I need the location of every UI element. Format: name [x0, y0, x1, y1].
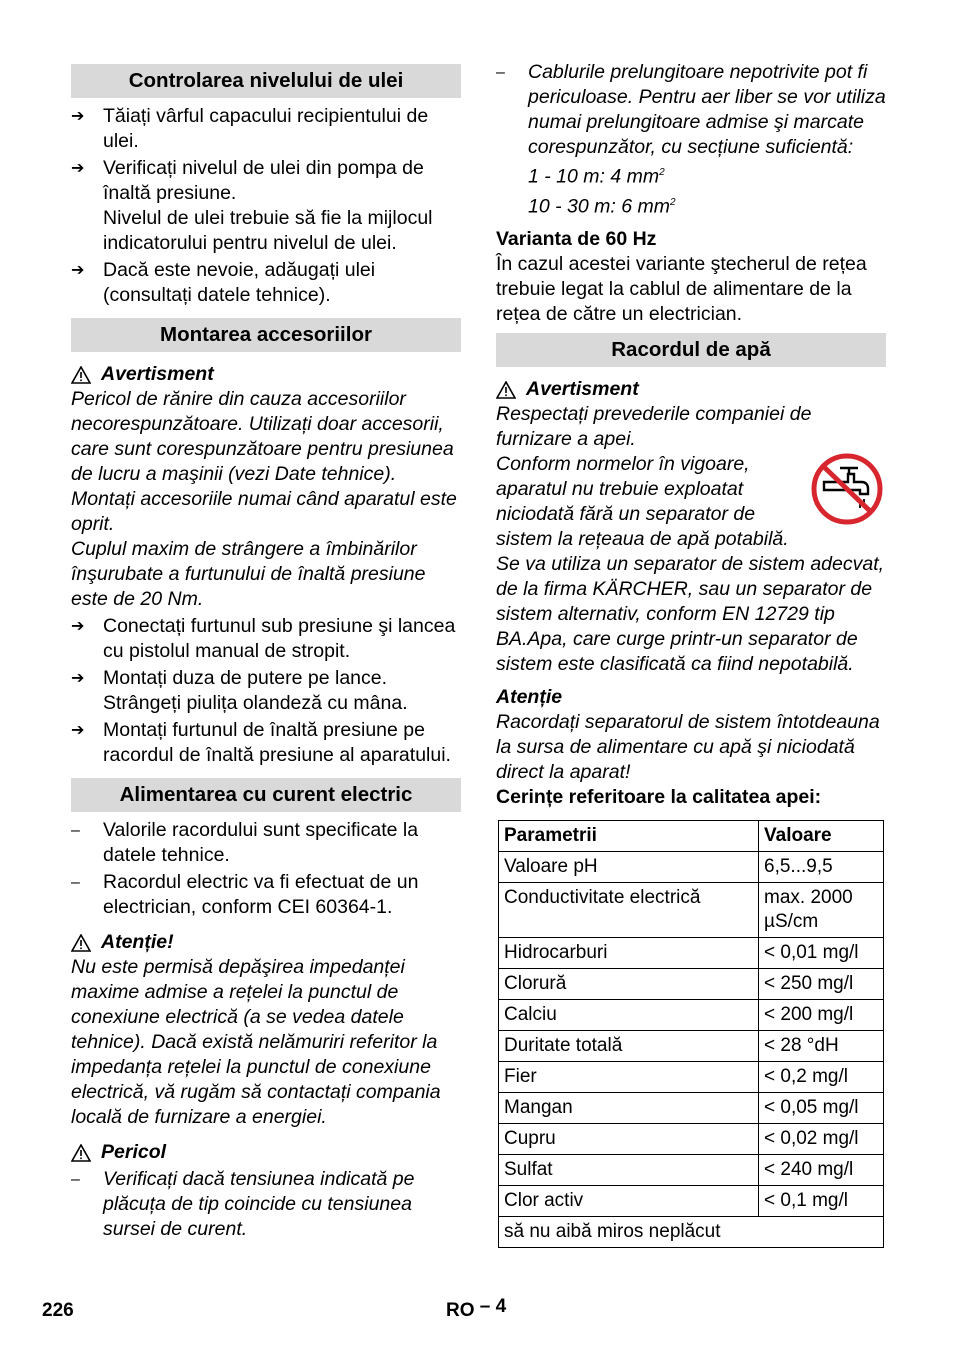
arrow-icon: ➔ [71, 108, 85, 125]
list-item: ➔ Verificați nivelul de ulei din pompa de înaltă presiune. [71, 157, 424, 204]
warning-icon [71, 934, 91, 952]
requirements-title: Cerințe referitoare la calitatea apei: [496, 786, 822, 808]
warning-text: Respectați prevederile companiei de furnizare a apei. [496, 403, 812, 450]
table-row: Sulfat < 240 mg/l [499, 1155, 884, 1186]
table-row: Clor activ < 0,1 mg/l [499, 1186, 884, 1217]
table-row: Cupru < 0,02 mg/l [499, 1124, 884, 1155]
table-row: Conductivitate electrică max. 2000 µS/cm [499, 883, 884, 938]
warning-text: Montați accesoriile numai când aparatul este oprit. [71, 488, 457, 535]
list-item: ➔ Conectați furtunul sub presiune şi lancea cu pistolul manual de stropit. [71, 615, 456, 662]
attention-heading: Atenție [496, 686, 563, 708]
table-row: Duritate totală < 28 °dH [499, 1031, 884, 1062]
warning-heading: Avertisment [496, 377, 886, 402]
table-row: Fier < 0,2 mg/l [499, 1062, 884, 1093]
list-item: ➔ Montați furtunul de înaltă presiune pe racordul de înaltă presiune al aparatului. [71, 719, 451, 766]
left-column [71, 60, 461, 1242]
table-header-row: Parametrii Valoare [499, 821, 884, 852]
no-drinking-water-icon [810, 452, 884, 526]
page-language-marker: RO – 4 [446, 1296, 507, 1321]
right-column [496, 60, 886, 1248]
warning-text: Pericol de rănire din cauza accesoriilor necorespunzătoare. Utilizați doar accesorii, care sunt corespunzătoare pentru presiunea de lucru a maşinii (vezi Date tehnice). [71, 388, 454, 485]
list-item: ➔ Montați duza de putere pe lance. Strângeți piulița olandeză cu mâna. [71, 667, 408, 714]
list-item: – Racordul electric va fi efectuat de un electrician, conform CEI 60364-1. [71, 871, 419, 918]
section-title-accessories: Montarea accesoriilor [71, 318, 461, 352]
list-item: – Verificați dacă tensiunea indicată pe plăcuța de tip coincide cu tensiunea sursei de curent. [71, 1168, 415, 1240]
list-item: – Valorile racordului sunt specificate la datele tehnice. [71, 819, 419, 866]
arrow-icon: ➔ [71, 262, 85, 279]
arrow-icon: ➔ [71, 160, 85, 177]
water-quality-table [498, 820, 884, 1248]
arrow-icon: ➔ [71, 618, 85, 635]
caution-text: Nu este permisă depăşirea impedanței maxime admise a rețelei la punctul de conexiune electrică (a se vedea datele tehnice). Dacă există nelămuriri referitor la impedanța rețelei la punctul de conexiune electrică, vă rugăm să contactați compania locală de furnizare a energiei. [71, 956, 441, 1128]
table-row: Mangan < 0,05 mg/l [499, 1093, 884, 1124]
subheading-60hz: Varianta de 60 Hz [496, 228, 657, 250]
page-number: 226 [42, 1300, 74, 1321]
table-row: Valoare pH 6,5...9,5 [499, 852, 884, 883]
list-item: – Cablurile prelungitoare nepotrivite pot fi periculoase. Pentru aer liber se vor utiliza numai prelungitoare admise şi marcate corespunzător, cu secțiune suficientă: 1 - 10 m: 4 $mm^2$ 10 - 30 m: 6 $mm^2$ [496, 61, 886, 217]
table-row: Calciu < 200 mg/l [499, 1000, 884, 1031]
table-row: Clorură < 250 mg/l [499, 969, 884, 1000]
paragraph: În cazul acestei variante ştecherul de rețea trebuie legat la cablul de alimentare de la rețea de către un electrician. [496, 253, 867, 325]
arrow-icon: ➔ [71, 722, 85, 739]
arrow-icon: ➔ [71, 670, 85, 687]
warning-text: Cuplul maxim de strângere a îmbinărilor înşurubate a furtunului de înaltă presiune este de 20 Nm. [71, 538, 426, 610]
caution-heading: Atenție! [71, 930, 461, 955]
warning-heading: Avertisment [71, 362, 461, 387]
warning-icon [496, 381, 516, 399]
section-title-oil-level: Controlarea nivelului de ulei [71, 64, 461, 98]
warning-icon [71, 366, 91, 384]
section-title-power: Alimentarea cu curent electric [71, 778, 461, 812]
warning-text: Conform normelor în vigoare, aparatul nu trebuie exploatat niciodată fără un separator de sistem la rețeaua de apă potabilă. Se va utiliza un separator de sistem adecvat, de la firma KÄRCHER, sau un separator de sistem alternativ, conform EN 12729 tip BA.Apa, care curge printr-un separator de sistem este clasificată ca fiind nepotabilă. [496, 453, 885, 675]
list-item: ➔ Dacă este nevoie, adăugați ulei (consultați datele tehnice). [71, 259, 376, 306]
list-item: ➔ Tăiați vârful capacului recipientului de ulei. [71, 105, 429, 152]
list-note: Nivelul de ulei trebuie să fie la mijlocul indicatorului pentru nivelul de ulei. [103, 207, 433, 254]
table-row: Hidrocarburi < 0,01 mg/l [499, 938, 884, 969]
warning-icon [71, 1144, 91, 1162]
attention-text: Racordați separatorul de sistem întotdeauna la sursa de alimentare cu apă şi niciodată direct la aparat! [496, 711, 880, 783]
danger-heading: Pericol [71, 1140, 461, 1165]
section-title-water: Racordul de apă [496, 333, 886, 367]
table-row: să nu aibă miros neplăcut [499, 1217, 884, 1248]
